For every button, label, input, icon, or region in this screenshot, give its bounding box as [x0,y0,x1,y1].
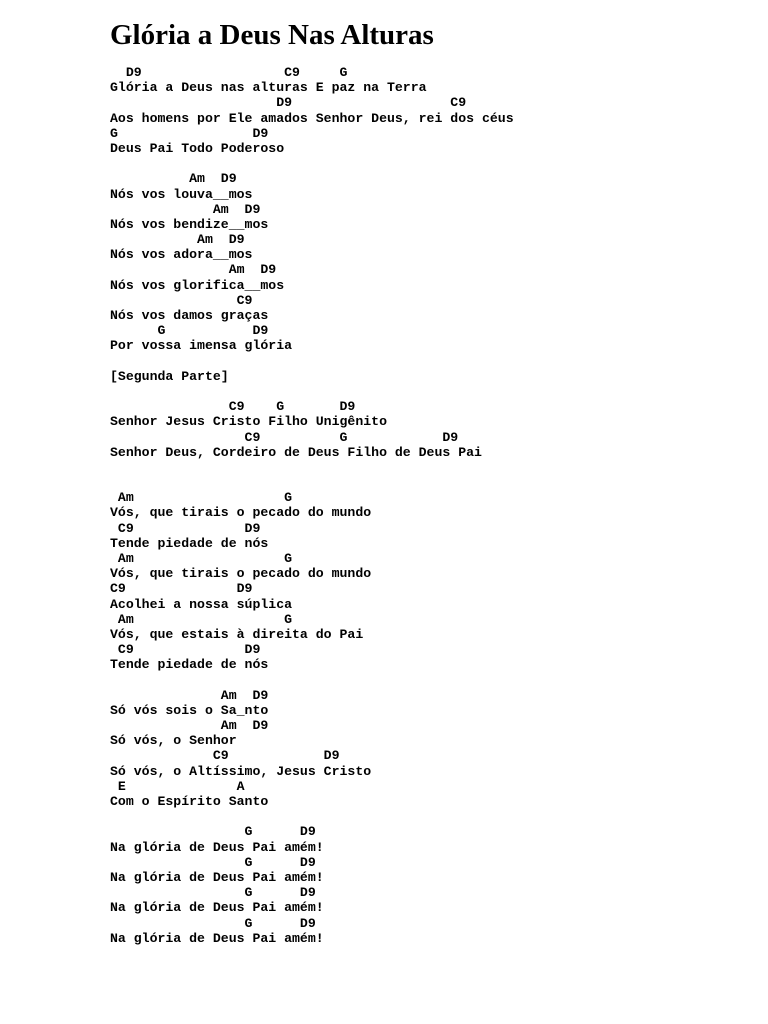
lyric-line: Senhor Jesus Cristo Filho Unigênito [110,414,387,430]
blank-line [110,384,750,399]
lyric-line: Só vós sois o Sa_nto [110,702,269,718]
chord-line: C9 D9 [110,581,253,597]
chord-line: Am G [110,551,293,566]
chord-line: Am D9 [110,201,261,217]
lyric-line: Na glória de Deus Pai amém! [110,900,324,916]
chord-line: C9 G D9 [110,399,356,415]
lyric-line: Nós vos bendize__mos [110,216,269,232]
chord-line: G D9 [110,885,316,901]
lyric-line: Senhor Deus, Cordeiro de Deus Filho de Deus Pai [110,444,482,460]
lyric-line: Na glória de Deus Pai amém! [110,869,324,885]
lyric-line: Glória a Deus nas alturas E paz na Terra [110,80,427,96]
chord-line: C9 D9 [110,642,261,658]
lyric-line: Aos homens por Ele amados Senhor Deus, rei dos céus [110,110,514,126]
lyric-line: Só vós, o Altíssimo, Jesus Cristo [110,763,372,779]
chord-sheet-body [110,65,750,946]
chord-line: G D9 [110,854,316,870]
lyric-line: Nós vos louva__mos [110,186,253,202]
chord-line: Am D9 [110,171,237,187]
lyric-line: Nós vos glorifica__mos [110,277,285,293]
chord-line: C9 G D9 [110,429,459,445]
chord-line: Am D9 [110,687,269,703]
lyric-line: Vós, que tirais o pecado do mundo [110,566,372,582]
blank-line [110,156,750,171]
blank-line [110,460,750,475]
lyric-line: Na glória de Deus Pai amém! [110,930,324,946]
chord-line: D9 C9 G [110,65,348,80]
blank-line [110,354,750,369]
chord-line: C9 [110,292,253,308]
lyric-line: Acolhei a nossa súplica [110,596,293,612]
blank-line [110,475,750,490]
lyric-line: Tende piedade de nós [110,657,269,673]
lyric-line: Com o Espírito Santo [110,794,269,809]
lyric-line: [Segunda Parte] [110,368,229,384]
lyric-line: Nós vos adora__mos [110,247,253,263]
chord-line: G D9 [110,824,316,840]
blank-line [110,673,750,688]
lyric-line: Por vossa imensa glória [110,338,293,354]
lyric-line: Na glória de Deus Pai amém! [110,839,324,855]
song-title: Glória a Deus Nas Alturas [110,19,434,51]
lyric-line: Vós, que estais à direita do Pai [110,626,364,642]
chord-line: Am G [110,490,293,506]
chord-line: D9 C9 [110,95,467,111]
chord-line: Am D9 [110,232,245,248]
lyric-line: Só vós, o Senhor [110,733,237,749]
chord-line: C9 D9 [110,520,261,536]
chord-line: Am G [110,611,293,627]
blank-line [110,809,750,824]
chord-line: G D9 [110,323,269,339]
lyric-line: Nós vos damos graças [110,308,269,323]
lyric-line: Vós, que tirais o pecado do mundo [110,505,372,521]
chord-line: Am D9 [110,262,277,278]
chord-line: G D9 [110,915,316,931]
chord-line: E A [110,778,245,794]
chord-sheet-page [110,16,750,946]
chord-line: Am D9 [110,718,269,734]
lyric-line: Tende piedade de nós [110,535,269,551]
lyric-line: Deus Pai Todo Poderoso [110,140,285,156]
chord-line: C9 D9 [110,748,340,764]
chord-line: G D9 [110,125,269,141]
